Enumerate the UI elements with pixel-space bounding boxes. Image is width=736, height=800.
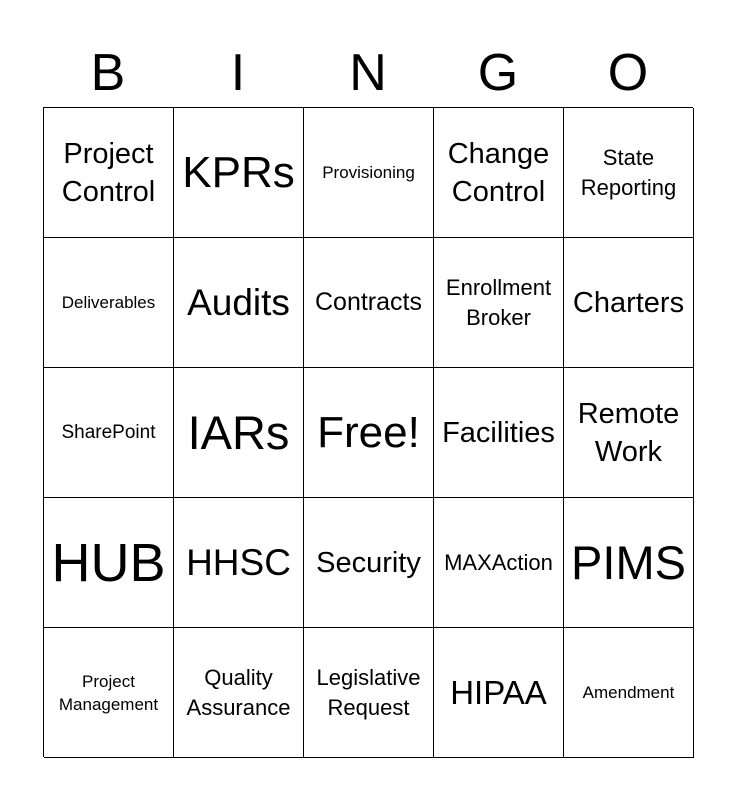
bingo-cell-hipaa[interactable]: HIPAA: [434, 628, 564, 758]
bingo-cell-charters[interactable]: Charters: [564, 238, 694, 368]
bingo-cell-contracts[interactable]: Contracts: [304, 238, 434, 368]
bingo-board: [43, 107, 693, 757]
header-letter-o: O: [607, 44, 649, 102]
bingo-cell-enrollment-broker[interactable]: Enrollment Broker: [434, 238, 564, 368]
header-letter-i: I: [230, 44, 246, 102]
bingo-cell-sharepoint[interactable]: SharePoint: [44, 368, 174, 498]
bingo-cell-legislative-request[interactable]: Legislative Request: [304, 628, 434, 758]
bingo-cell-change-control[interactable]: Change Control: [434, 108, 564, 238]
header-letter-b: B: [90, 44, 126, 102]
bingo-cell-state-reporting[interactable]: State Reporting: [564, 108, 694, 238]
bingo-cell-quality-assurance[interactable]: Quality Assurance: [174, 628, 304, 758]
bingo-cell-maxaction[interactable]: MAXAction: [434, 498, 564, 628]
bingo-cell-kprs[interactable]: KPRs: [174, 108, 304, 238]
bingo-cell-audits[interactable]: Audits: [174, 238, 304, 368]
header-letter-n: N: [349, 44, 387, 102]
bingo-cell-security[interactable]: Security: [304, 498, 434, 628]
bingo-cell-deliverables[interactable]: Deliverables: [44, 238, 174, 368]
bingo-cell-hub[interactable]: HUB: [44, 498, 174, 628]
bingo-cell-amendment[interactable]: Amendment: [564, 628, 694, 758]
bingo-cell-project-management[interactable]: Project Management: [44, 628, 174, 758]
bingo-cell-iars[interactable]: IARs: [174, 368, 304, 498]
bingo-cell-hhsc[interactable]: HHSC: [174, 498, 304, 628]
bingo-cell-provisioning[interactable]: Provisioning: [304, 108, 434, 238]
bingo-header: [43, 40, 693, 106]
bingo-cell-facilities[interactable]: Facilities: [434, 368, 564, 498]
header-letter-g: G: [477, 44, 519, 102]
bingo-cell-pims[interactable]: PIMS: [564, 498, 694, 628]
bingo-cell-free[interactable]: Free!: [304, 368, 434, 498]
bingo-cell-remote-work[interactable]: Remote Work: [564, 368, 694, 498]
bingo-cell-project-control[interactable]: Project Control: [44, 108, 174, 238]
